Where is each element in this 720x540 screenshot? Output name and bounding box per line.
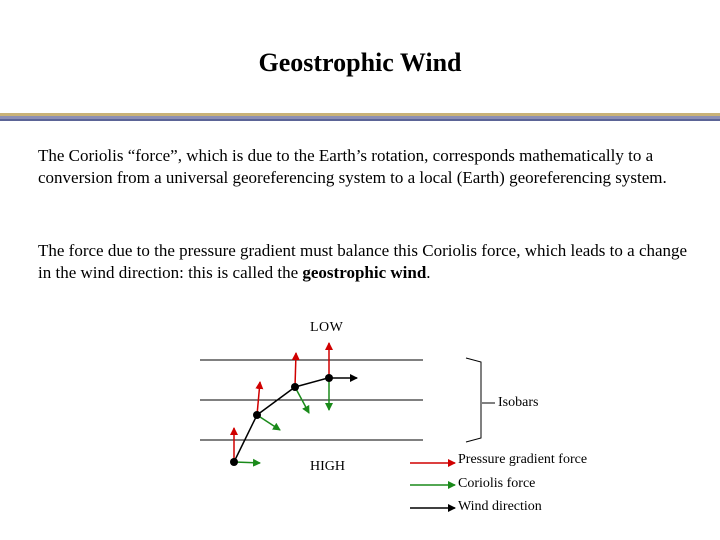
slide-title: Geostrophic Wind xyxy=(258,48,462,77)
legend-wind-direction-label: Wind direction xyxy=(458,499,542,514)
high-pressure-label: HIGH xyxy=(310,459,345,474)
paragraph-suffix: . xyxy=(426,262,431,282)
wind-path-1 xyxy=(234,415,257,462)
pressure-gradient-arrow-3 xyxy=(295,353,296,387)
isobars-bracket xyxy=(466,358,481,442)
air-parcel-1 xyxy=(230,458,238,466)
paragraph-prefix: The force due to the pressure gradient must balance this Coriolis force, which leads to a change in the wind direction: this is called the xyxy=(38,241,688,282)
pressure-gradient-arrow-2 xyxy=(257,382,260,415)
air-parcel-3 xyxy=(291,383,299,391)
wind-path-3 xyxy=(295,378,328,387)
geostrophic-wind-term: geostrophic wind xyxy=(302,262,427,282)
air-parcel-2 xyxy=(253,411,261,419)
air-parcel-4 xyxy=(325,374,333,382)
isobars-label: Isobars xyxy=(498,395,539,410)
wind-path-2 xyxy=(257,387,295,415)
legend-coriolis-label: Coriolis force xyxy=(458,476,536,491)
legend-pressure-gradient-label: Pressure gradient force xyxy=(458,452,588,467)
paragraph-coriolis: The Coriolis “force”, which is due to the Earth’s rotation, corresponds mathematically to a conversion from a universal georeferencing system to a local (Earth) georeferencing system. xyxy=(38,146,667,187)
low-pressure-label: LOW xyxy=(310,320,344,335)
coriolis-arrow-2 xyxy=(257,415,280,430)
